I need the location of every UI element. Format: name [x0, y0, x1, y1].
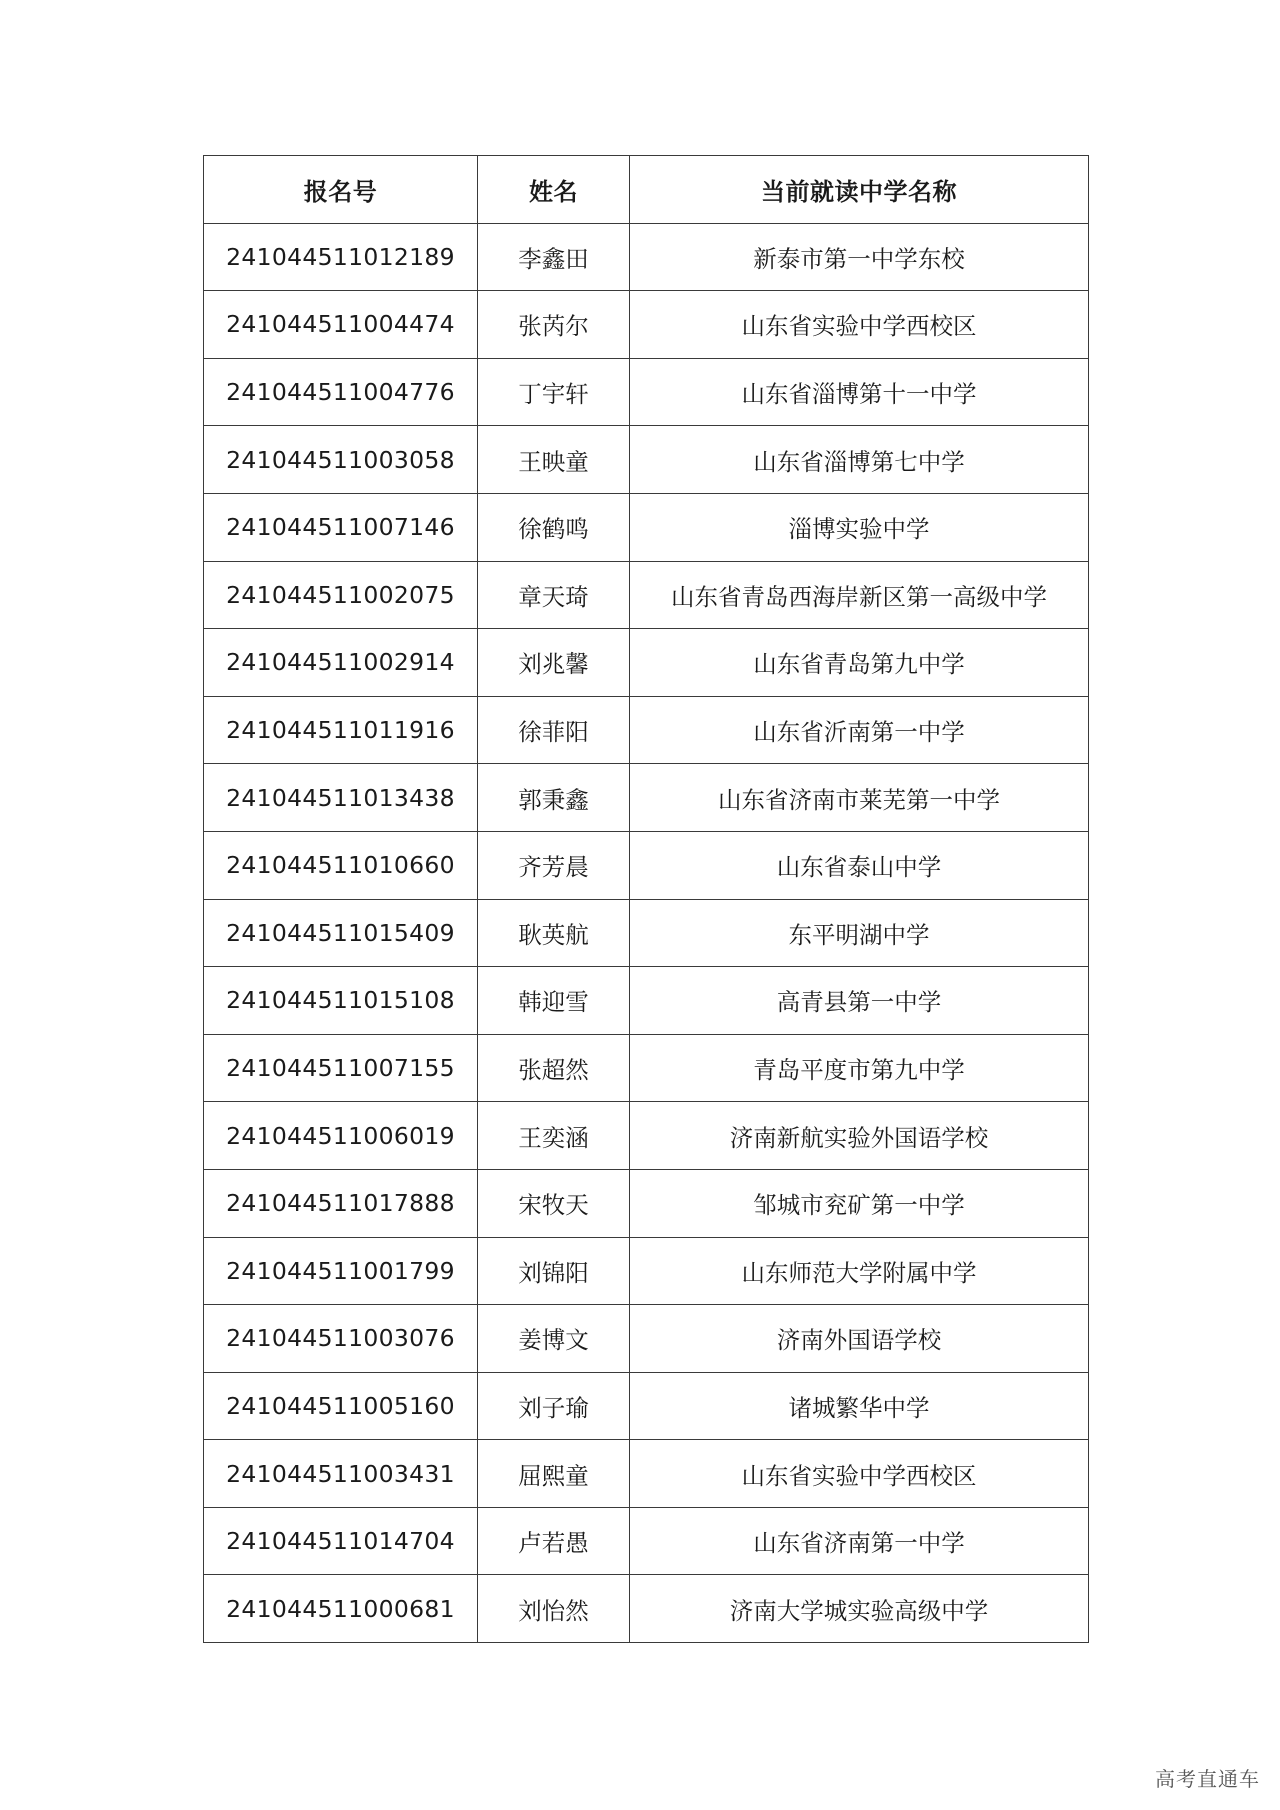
cell-student-name: 王映童	[478, 426, 630, 494]
cell-registration-number: 241044511012189	[204, 223, 478, 291]
table-row	[204, 967, 1089, 1035]
table-row	[204, 899, 1089, 967]
cell-student-name: 耿英航	[478, 899, 630, 967]
cell-school-name: 山东省淄博第十一中学	[630, 358, 1089, 426]
table-row	[204, 1237, 1089, 1305]
cell-registration-number: 241044511014704	[204, 1507, 478, 1575]
table-header-row	[204, 156, 1089, 224]
table-row	[204, 1102, 1089, 1170]
cell-school-name: 山东省济南市莱芜第一中学	[630, 764, 1089, 832]
cell-registration-number: 241044511003076	[204, 1305, 478, 1373]
cell-student-name: 刘子瑜	[478, 1372, 630, 1440]
table-row	[204, 831, 1089, 899]
cell-school-name: 东平明湖中学	[630, 899, 1089, 967]
cell-school-name: 山东省实验中学西校区	[630, 291, 1089, 359]
table-row	[204, 629, 1089, 697]
cell-registration-number: 241044511003058	[204, 426, 478, 494]
cell-registration-number: 241044511001799	[204, 1237, 478, 1305]
cell-student-name: 刘怡然	[478, 1575, 630, 1643]
cell-registration-number: 241044511013438	[204, 764, 478, 832]
table-row	[204, 1575, 1089, 1643]
cell-school-name: 山东省实验中学西校区	[630, 1440, 1089, 1508]
watermark: 高考直通车	[1155, 1767, 1260, 1791]
cell-student-name: 姜博文	[478, 1305, 630, 1373]
cell-student-name: 韩迎雪	[478, 967, 630, 1035]
cell-student-name: 卢若愚	[478, 1507, 630, 1575]
header-name: 姓名	[478, 156, 630, 224]
cell-student-name: 李鑫田	[478, 223, 630, 291]
table-row	[204, 493, 1089, 561]
cell-school-name: 济南大学城实验高级中学	[630, 1575, 1089, 1643]
cell-registration-number: 241044511002914	[204, 629, 478, 697]
cell-registration-number: 241044511002075	[204, 561, 478, 629]
cell-school-name: 济南外国语学校	[630, 1305, 1089, 1373]
table-row	[204, 426, 1089, 494]
table-row	[204, 1440, 1089, 1508]
roster-table	[203, 155, 1089, 1643]
cell-student-name: 齐芳晨	[478, 831, 630, 899]
cell-registration-number: 241044511015409	[204, 899, 478, 967]
cell-student-name: 章天琦	[478, 561, 630, 629]
cell-school-name: 诸城繁华中学	[630, 1372, 1089, 1440]
cell-school-name: 山东省沂南第一中学	[630, 696, 1089, 764]
cell-student-name: 宋牧天	[478, 1169, 630, 1237]
cell-school-name: 济南新航实验外国语学校	[630, 1102, 1089, 1170]
cell-school-name: 山东省青岛西海岸新区第一高级中学	[630, 561, 1089, 629]
table-row	[204, 1305, 1089, 1373]
cell-student-name: 刘锦阳	[478, 1237, 630, 1305]
table-row	[204, 1507, 1089, 1575]
table-row	[204, 561, 1089, 629]
cell-registration-number: 241044511017888	[204, 1169, 478, 1237]
table-row	[204, 358, 1089, 426]
table-row	[204, 1034, 1089, 1102]
cell-student-name: 刘兆馨	[478, 629, 630, 697]
cell-student-name: 丁宇轩	[478, 358, 630, 426]
cell-registration-number: 241044511004776	[204, 358, 478, 426]
table-row	[204, 1372, 1089, 1440]
cell-registration-number: 241044511007146	[204, 493, 478, 561]
cell-school-name: 山东省淄博第七中学	[630, 426, 1089, 494]
table-body	[204, 223, 1089, 1642]
cell-school-name: 青岛平度市第九中学	[630, 1034, 1089, 1102]
cell-registration-number: 241044511006019	[204, 1102, 478, 1170]
cell-school-name: 邹城市兖矿第一中学	[630, 1169, 1089, 1237]
cell-student-name: 张芮尔	[478, 291, 630, 359]
cell-registration-number: 241044511003431	[204, 1440, 478, 1508]
table-row	[204, 696, 1089, 764]
cell-school-name: 淄博实验中学	[630, 493, 1089, 561]
table-row	[204, 1169, 1089, 1237]
header-registration-number: 报名号	[204, 156, 478, 224]
roster-table-container	[203, 155, 1088, 1643]
cell-student-name: 徐鹤鸣	[478, 493, 630, 561]
cell-student-name: 王奕涵	[478, 1102, 630, 1170]
cell-school-name: 山东省青岛第九中学	[630, 629, 1089, 697]
cell-school-name: 高青县第一中学	[630, 967, 1089, 1035]
cell-school-name: 山东省济南第一中学	[630, 1507, 1089, 1575]
cell-school-name: 新泰市第一中学东校	[630, 223, 1089, 291]
cell-student-name: 郭秉鑫	[478, 764, 630, 832]
cell-registration-number: 241044511005160	[204, 1372, 478, 1440]
cell-registration-number: 241044511010660	[204, 831, 478, 899]
cell-registration-number: 241044511011916	[204, 696, 478, 764]
table-row	[204, 764, 1089, 832]
cell-registration-number: 241044511007155	[204, 1034, 478, 1102]
cell-student-name: 张超然	[478, 1034, 630, 1102]
header-school-name: 当前就读中学名称	[630, 156, 1089, 224]
cell-registration-number: 241044511004474	[204, 291, 478, 359]
cell-school-name: 山东师范大学附属中学	[630, 1237, 1089, 1305]
table-row	[204, 223, 1089, 291]
table-row	[204, 291, 1089, 359]
cell-registration-number: 241044511015108	[204, 967, 478, 1035]
cell-registration-number: 241044511000681	[204, 1575, 478, 1643]
cell-student-name: 屈熙童	[478, 1440, 630, 1508]
cell-student-name: 徐菲阳	[478, 696, 630, 764]
cell-school-name: 山东省泰山中学	[630, 831, 1089, 899]
